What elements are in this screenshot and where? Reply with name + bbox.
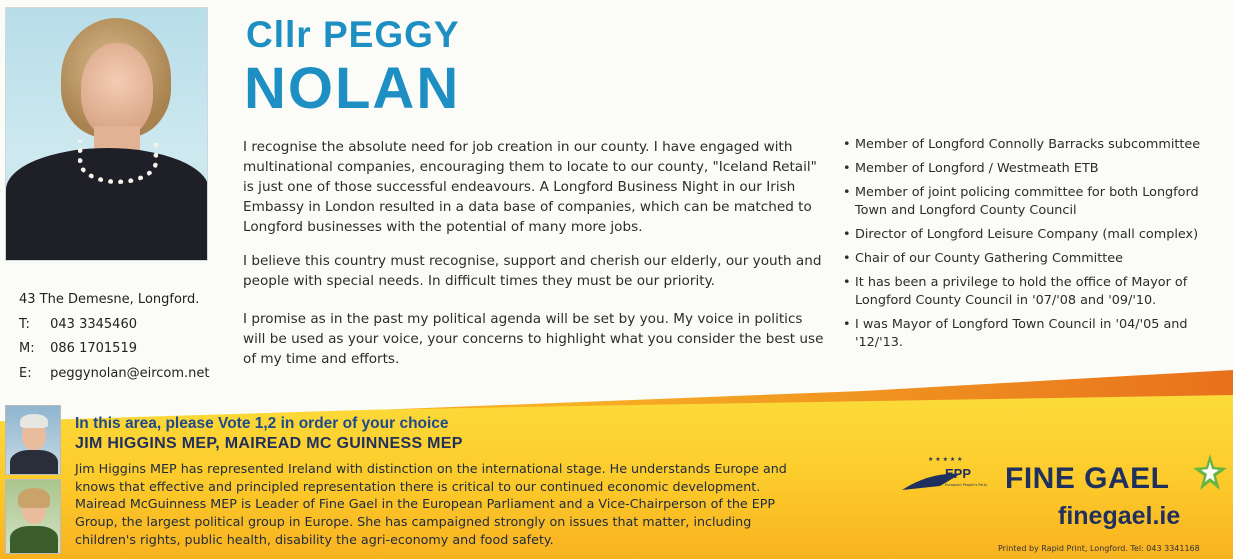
mobile-label: M: — [19, 341, 35, 356]
contact-details — [19, 288, 210, 386]
phone-label: T: — [19, 316, 30, 332]
achievements-list — [843, 136, 1228, 358]
paragraph-jobs: I recognise the absolute need for job creation in our county. I have engaged with multinational companies, encouraging them to locate to our county, "Iceland Retail" is just one of those successful endeavours. A Longford Business Night in our Irish Embassy in London resulted in a data base of companies, which can be matched to Longford businesses with the potential of many more jobs. — [243, 139, 817, 235]
paragraph-promise: I promise as in the past my political agenda will be set by you. My voice in politics will be used as your voice, your concerns to highlight what you consider the best use of my time and efforts. — [243, 311, 824, 367]
printer-credit: Printed by Rapid Print, Longford. Tel: 043 3341168 — [998, 544, 1200, 553]
email-value: peggynolan@eircom.net — [50, 365, 210, 381]
candidate-name-line1: Cllr PEGGY — [246, 14, 460, 55]
mep-description: Jim Higgins MEP has represented Ireland with distinction on the international stage. He understands Europe and knows that effective and principled representation there is critical to our continued economic development. Mairead McGuinness MEP is Leader of Fine Gael in the European Parliament and a Vice-Chairperson of the EPP Group, the largest political group in Europe. She has campaigned strongly on issues that matter, including children's rights, public health, disability the agri-economy and food safety. — [75, 461, 787, 547]
mobile-row — [19, 337, 210, 362]
list-item: • It has been a privilege to hold the office of Mayor of Longford County Council in '07/'08 and '09/'10. — [843, 274, 1228, 310]
vote-heading: In this area, please Vote 1,2 in order of your choice — [75, 415, 449, 432]
mep-photo-mcguinness — [5, 479, 61, 554]
mep-photo-higgins — [5, 405, 61, 475]
phone-value: 043 3345460 — [50, 316, 137, 332]
epp-label: EPP — [945, 466, 972, 481]
candidate-photo — [5, 7, 208, 261]
email-label: E: — [19, 365, 32, 381]
fine-gael-logo-text: FINE GAEL — [1005, 462, 1170, 495]
paragraph-support: I believe this country must recognise, support and cherish our elderly, our youth and people with special needs. In difficult times they must be our priority. — [243, 253, 822, 289]
list-item: • I was Mayor of Longford Town Council in '04/'05 and '12/'13. — [843, 316, 1228, 352]
star-icon — [1192, 452, 1228, 492]
epp-sub: European People's Party — [945, 483, 988, 487]
list-item: • Member of Longford / Westmeath ETB — [843, 160, 1228, 178]
email-row — [19, 362, 210, 387]
address: 43 The Demesne, Longford. — [19, 292, 200, 307]
candidate-name-line2: NOLAN — [244, 56, 461, 121]
website-url: finegael.ie — [1058, 502, 1181, 530]
list-item: • Director of Longford Leisure Company (mall complex) — [843, 226, 1228, 244]
list-item: • Chair of our County Gathering Committee — [843, 250, 1228, 268]
epp-logo — [900, 452, 995, 497]
mobile-value: 086 1701519 — [50, 341, 137, 356]
list-item: • Member of joint policing committee for both Longford Town and Longford County Council — [843, 184, 1228, 220]
svg-text:★ ★ ★ ★ ★: ★ ★ ★ ★ ★ — [928, 456, 963, 463]
phone-row — [19, 313, 210, 338]
mep-candidates: JIM HIGGINS MEP, MAIREAD MC GUINNESS MEP — [75, 435, 463, 452]
list-item: • Member of Longford Connolly Barracks subcommittee — [843, 136, 1228, 154]
